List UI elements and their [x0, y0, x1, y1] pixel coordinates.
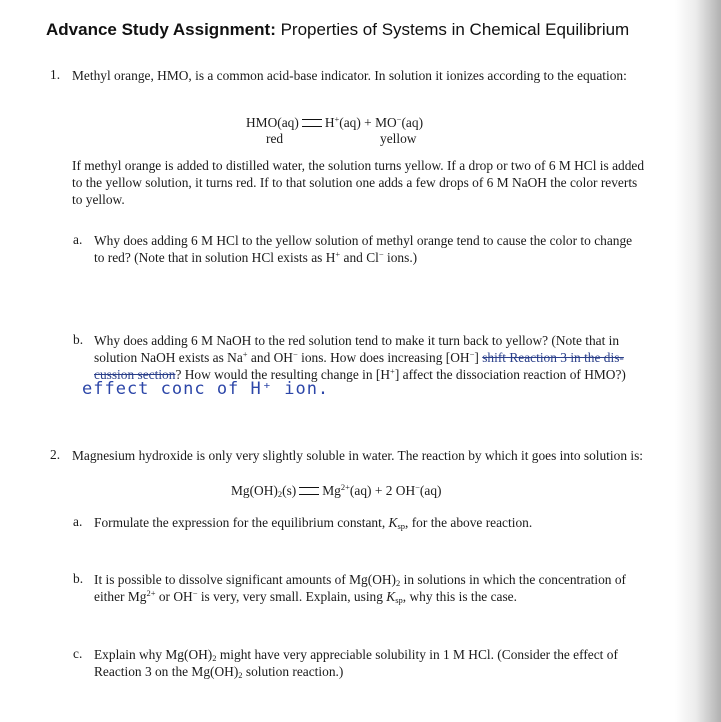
q1b-strike-1: shift Reaction 3 in the dis-: [482, 350, 624, 365]
page-edge-shadow: [675, 0, 721, 722]
q1-eq-h-charge: +: [334, 114, 340, 124]
q1a-line1: Why does adding 6 M HCl to the yellow solution of methyl orange tend to cause the color to change: [94, 233, 633, 248]
q1b-label: b.: [73, 332, 84, 347]
handwritten-answer: effect conc of H⁺ ion.: [82, 379, 330, 399]
q1-para-line: If methyl orange is added to distilled water, the solution turns yellow. If a drop or two of 6 M HCl is added: [72, 158, 645, 173]
equilibrium-arrow-icon: [302, 119, 322, 127]
page-title: [46, 20, 629, 40]
title-rest: Properties of Systems in Chemical Equilibrium: [280, 20, 630, 39]
q2a-label: a.: [73, 514, 83, 529]
q1a-label: a.: [73, 232, 83, 247]
q1-para-line: to yellow.: [72, 192, 125, 207]
q2-equation: $Mg(OH)_2(s) Mg^{2+}(aq) + 2$ OH−(aq): [231, 482, 442, 499]
q1-paragraph: [72, 157, 644, 208]
q2c-text: Explain why $Mg(OH)_2$ might have very appreciable solubility in 1 M HCl. (Consider the effect of Reaction 3 on the $Mg(OH)_2$ solution reaction.): [94, 647, 618, 680]
q1b-line1: Why does adding 6 M NaOH to the red solution tend to make it turn back to yellow? (Note that in: [94, 333, 620, 348]
q1-label-yellow: yellow: [380, 131, 417, 146]
q1-label-red: red: [266, 131, 284, 146]
q2b-label: b.: [73, 571, 84, 586]
q2b-text: It is possible to dissolve significant amounts of $Mg(OH)_2$ in solutions in which the concentration of either $Mg^{2+}$ or OH− is very, very small. Explain, using $K_{sp}$, why this is the case.: [94, 572, 627, 605]
q1-equation: [246, 115, 423, 131]
q1-intro: Methyl orange, HMO, is a common acid-base indicator. In solution it ionizes according to the equation:: [72, 68, 627, 83]
q2-intro: Magnesium hydroxide is only very slightly soluble in water. The reaction by which it goes into solution is:: [72, 448, 644, 463]
q1b-line3: cussion section? How would the resulting change in [H+] affect the dissociation reaction of HMO?): [94, 366, 626, 382]
q1-para-line: to the yellow solution, it turns red. If to that solution one adds a few drops of 6 M NaOH the color reverts: [72, 175, 638, 190]
q2c-label: c.: [73, 646, 83, 661]
q1-eq-mo-charge: −: [396, 114, 402, 124]
q1-eq-left: HMO(aq): [246, 115, 299, 130]
equilibrium-arrow-icon: [299, 487, 319, 495]
q1-eq-h: H: [324, 115, 335, 130]
q1a-text: [94, 232, 632, 266]
q1b-text: [94, 332, 626, 383]
q1b-strike-2: cussion section: [94, 367, 176, 382]
title-bold: Advance Study Assignment:: [46, 20, 276, 39]
q2a-text: Formulate the expression for the equilibrium constant, $K_{sp}$, for the above reaction.: [94, 515, 533, 531]
q1-number: 1.: [50, 67, 61, 82]
q1a-line2: to red? (Note that in solution HCl exists as H+ and Cl− ions.): [94, 249, 418, 265]
q1-eq-end: (aq): [401, 115, 424, 130]
q1b-line2: solution NaOH exists as Na+ and OH− ions. How does increasing [OH−] shift Reaction 3 in the dis-: [94, 349, 624, 365]
q1-eq-mid: (aq) + MO: [339, 115, 397, 130]
q2-number: 2.: [50, 447, 61, 462]
